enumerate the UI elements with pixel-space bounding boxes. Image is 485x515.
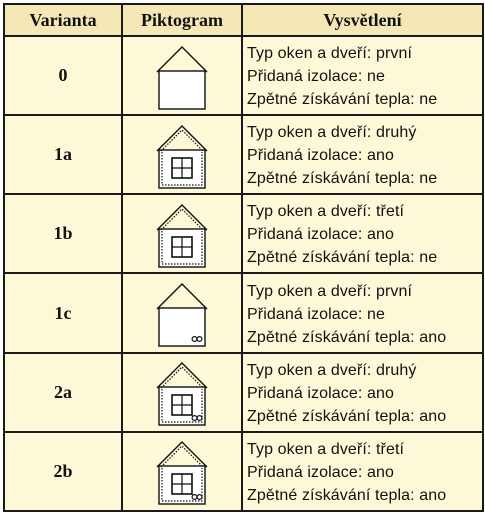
explanation-line: Přidaná izolace: ano xyxy=(247,384,394,402)
table-row xyxy=(4,353,483,432)
explanation-cell xyxy=(242,273,483,352)
table-row xyxy=(4,194,483,273)
explanation-cell xyxy=(242,115,483,194)
explanation-line: Přidaná izolace: ne xyxy=(247,305,385,323)
house-window-insulation-recovery-icon xyxy=(152,357,212,427)
explanation-line: Přidaná izolace: ano xyxy=(247,226,394,244)
explanation-line: Zpětné získávání tepla: ano xyxy=(247,328,447,346)
variant-cell: 0 xyxy=(4,36,122,115)
explanation-line: Typ oken a dveří: třetí xyxy=(247,203,405,221)
explanation-line: Přidaná izolace: ne xyxy=(247,68,385,86)
explanation-cell xyxy=(242,353,483,432)
pictogram-cell xyxy=(122,115,242,194)
explanation-line: Přidaná izolace: ano xyxy=(247,463,394,481)
pictogram-cell xyxy=(122,194,242,273)
explanation-line: Typ oken a dveří: první xyxy=(247,282,413,300)
explanation-line: Typ oken a dveří: druhý xyxy=(247,361,417,379)
variant-cell: 1a xyxy=(4,115,122,194)
house-window-insulation-recovery-icon xyxy=(152,436,212,506)
table-row xyxy=(4,115,483,194)
header-row xyxy=(4,4,483,36)
variant-cell: 2b xyxy=(4,432,122,511)
window-icon xyxy=(172,474,192,494)
window-icon xyxy=(172,237,192,257)
explanation-line: Zpětné získávání tepla: ne xyxy=(247,91,438,109)
explanation-line: Zpětné získávání tepla: ne xyxy=(247,249,438,267)
explanation-line: Typ oken a dveří: třetí xyxy=(247,440,405,458)
house-window-insulation-icon xyxy=(152,199,212,269)
header-explanation: Vysvětlení xyxy=(242,4,483,36)
explanation-line: Zpětné získávání tepla: ano xyxy=(247,407,447,425)
header-variant: Varianta xyxy=(4,4,122,36)
table-row xyxy=(4,36,483,115)
table-row xyxy=(4,432,483,511)
variants-table xyxy=(3,3,484,512)
header-pictogram: Piktogram xyxy=(122,4,242,36)
house-icon xyxy=(152,41,212,111)
house-window-insulation-icon xyxy=(152,120,212,190)
explanation-cell xyxy=(242,36,483,115)
variant-cell: 2a xyxy=(4,353,122,432)
explanation-line: Zpětné získávání tepla: ano xyxy=(247,486,447,504)
variant-cell: 1b xyxy=(4,194,122,273)
variant-cell: 1c xyxy=(4,273,122,352)
explanation-line: Typ oken a dveří: druhý xyxy=(247,124,417,142)
window-icon xyxy=(172,158,192,178)
pictogram-cell xyxy=(122,353,242,432)
explanation-line: Typ oken a dveří: první xyxy=(247,45,413,63)
explanation-line: Přidaná izolace: ano xyxy=(247,147,394,165)
pictogram-cell xyxy=(122,36,242,115)
window-icon xyxy=(172,395,192,415)
explanation-cell xyxy=(242,194,483,273)
house-heat-recovery-icon xyxy=(152,278,212,348)
table-row xyxy=(4,273,483,352)
explanation-cell xyxy=(242,432,483,511)
pictogram-cell xyxy=(122,273,242,352)
explanation-line: Zpětné získávání tepla: ne xyxy=(247,170,438,188)
pictogram-cell xyxy=(122,432,242,511)
